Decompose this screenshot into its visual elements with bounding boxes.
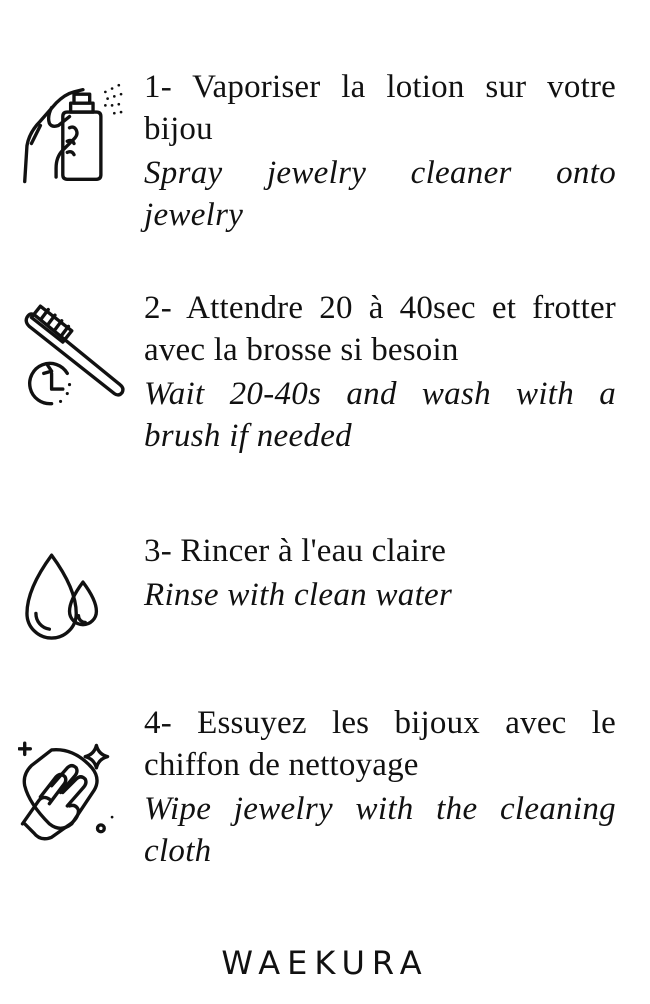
step-3-french: 3- Rincer à l'eau claire bbox=[144, 533, 447, 569]
step-2-text bbox=[144, 287, 616, 457]
step-1-text bbox=[144, 66, 616, 236]
step-3-text bbox=[144, 530, 616, 616]
step-2-english: Wait 20-40s and wash with a brush if needed bbox=[144, 376, 616, 454]
spray-bottle-icon bbox=[18, 74, 130, 186]
step-2-french: 2- Attendre 20 à 40sec et frotter avec la brosse si besoin bbox=[144, 290, 616, 368]
hand-cloth-wipe-icon bbox=[18, 732, 130, 844]
step-3-english: Rinse with clean water bbox=[144, 577, 453, 613]
step-4-text bbox=[144, 702, 616, 872]
step-4-french: 4- Essuyez les bijoux avec le chiffon de nettoyage bbox=[144, 705, 616, 783]
water-drops-icon bbox=[18, 544, 130, 656]
step-1-english: Spray jewelry cleaner onto jewelry bbox=[144, 155, 616, 233]
step-4-english: Wipe jewelry with the cleaning cloth bbox=[144, 791, 616, 869]
step-1-french: 1- Vaporiser la lotion sur votre bijou bbox=[144, 69, 616, 147]
toothbrush-timer-icon bbox=[18, 295, 130, 407]
brand-logo: WAEKURA bbox=[221, 944, 429, 982]
